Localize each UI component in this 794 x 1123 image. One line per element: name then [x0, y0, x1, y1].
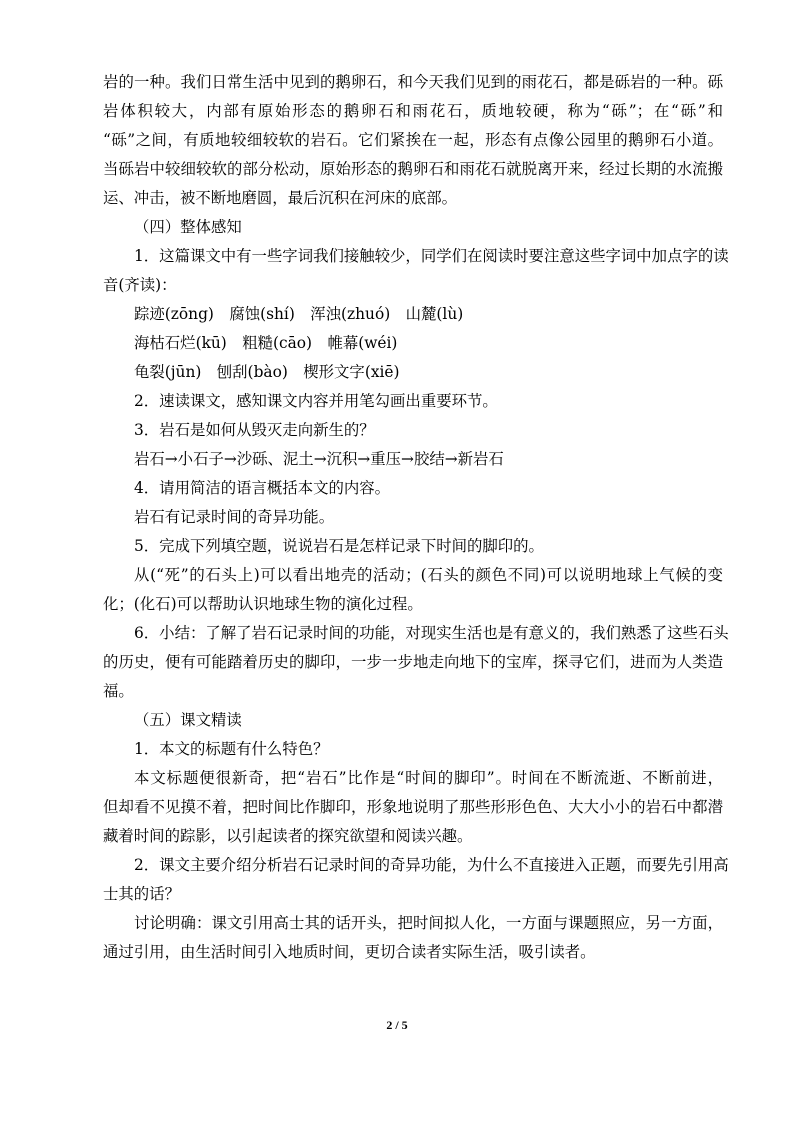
text-line: 5．完成下列填空题，说说岩石是怎样记录下时间的脚印的。 [134, 537, 544, 555]
text-line: 1．这篇课文中有一些字词我们接触较少，同学们在阅读时要注意这些字词中加点字的读 [134, 247, 729, 265]
paragraph-q4 [103, 474, 723, 503]
paragraph-r1 [103, 735, 723, 764]
paragraph-q2 [103, 387, 723, 416]
text-line: 2．速读课文，感知课文内容并用笔勾画出重要环节。 [134, 392, 498, 410]
paragraph-w2 [103, 329, 723, 358]
text-line: 岩石→小石子→沙砾、泥土→沉积→重压→胶结→新岩石 [134, 450, 504, 468]
paragraph-w3 [103, 358, 723, 387]
text-line: 踪迹(zōng) 腐蚀(shí) 浑浊(zhuó) 山麓(lù) [134, 305, 464, 323]
text-line: （五）课文精读 [134, 711, 242, 729]
text-line: 2．课文主要介绍分析岩石记录时间的奇异功能，为什么不直接进入正题，而要先引用高 [134, 856, 729, 874]
text-line: 通过引用，由生活时间引入地质时间，更切合读者实际生活，吸引读者。 [103, 943, 596, 961]
text-line: 岩的一种。我们日常生活中见到的鹅卵石，和今天我们见到的雨花石，都是砾岩的一种。砾 [103, 73, 723, 91]
paragraph-r2a [103, 909, 723, 967]
paragraph-a3 [103, 445, 723, 474]
paragraph-q5 [103, 532, 723, 561]
document-body [103, 68, 729, 967]
text-line: 当砾岩中较细较软的部分松动，原始形态的鹅卵石和雨花石就脱离开来，经过长期的水流搬 [103, 160, 723, 178]
text-line: 音(齐读)： [103, 276, 177, 294]
paragraph-a4 [103, 503, 723, 532]
text-line: 4．请用简洁的语言概括本文的内容。 [134, 479, 391, 497]
paragraph-p1 [103, 68, 723, 213]
text-line: 的历史，便有可能踏着历史的脚印，一步一步地走向地下的宝库，探寻它们，进而为人类造 [103, 653, 723, 671]
paragraph-a5 [103, 561, 723, 619]
paragraph-h5 [103, 706, 723, 735]
text-line: 从(“死”的石头上)可以看出地壳的活动；(石头的颜色不同)可以说明地球上气候的变 [134, 566, 723, 584]
paragraph-q1 [103, 242, 729, 300]
text-line: 福。 [103, 682, 134, 700]
paragraph-r1a [103, 764, 723, 851]
text-line: 海枯石烂(kū) 粗糙(cāo) 帷幕(wéi) [134, 334, 398, 352]
text-line: （四）整体感知 [134, 218, 242, 236]
text-line: 岩石有记录时间的奇异功能。 [134, 508, 335, 526]
text-line: 3．岩石是如何从毁灭走向新生的？ [134, 421, 375, 439]
text-line: “砾”之间，有质地较细较软的岩石。它们紧挨在一起，形态有点像公园里的鹅卵石小道。 [103, 131, 723, 149]
text-line: 6．小结：了解了岩石记录时间的功能，对现实生活也是有意义的，我们熟悉了这些石头 [134, 624, 729, 642]
text-line: 运、冲击，被不断地磨圆，最后沉积在河床的底部。 [103, 189, 457, 207]
paragraph-h4 [103, 213, 723, 242]
text-line: 但却看不见摸不着，把时间比作脚印，形象地说明了那些形形色色、大大小小的岩石中都潜 [103, 798, 723, 816]
text-line: 藏着时间的踪影，以引起读者的探究欲望和阅读兴趣。 [103, 827, 473, 845]
paragraph-q6 [103, 619, 729, 706]
paragraph-r2 [103, 851, 729, 909]
text-line: 1．本文的标题有什么特色？ [134, 740, 329, 758]
text-line: 讨论明确：课文引用高士其的话开头，把时间拟人化，一方面与课题照应，另一方面， [134, 914, 723, 932]
text-line: 士其的话？ [103, 885, 180, 903]
text-line: 龟裂(jūn) 刨刮(bào) 楔形文字(xiē) [134, 363, 400, 381]
text-line: 化；(化石)可以帮助认识地球生物的演化过程。 [103, 595, 423, 613]
text-line: 岩体积较大，内部有原始形态的鹅卵石和雨花石，质地较硬，称为“砾”；在“砾”和 [103, 102, 723, 120]
paragraph-w1 [103, 300, 723, 329]
page-number: 2 / 5 [386, 1018, 408, 1032]
paragraph-q3 [103, 416, 723, 445]
text-line: 本文标题便很新奇，把“岩石”比作是“时间的脚印”。时间在不断流逝、不断前进， [134, 769, 723, 787]
